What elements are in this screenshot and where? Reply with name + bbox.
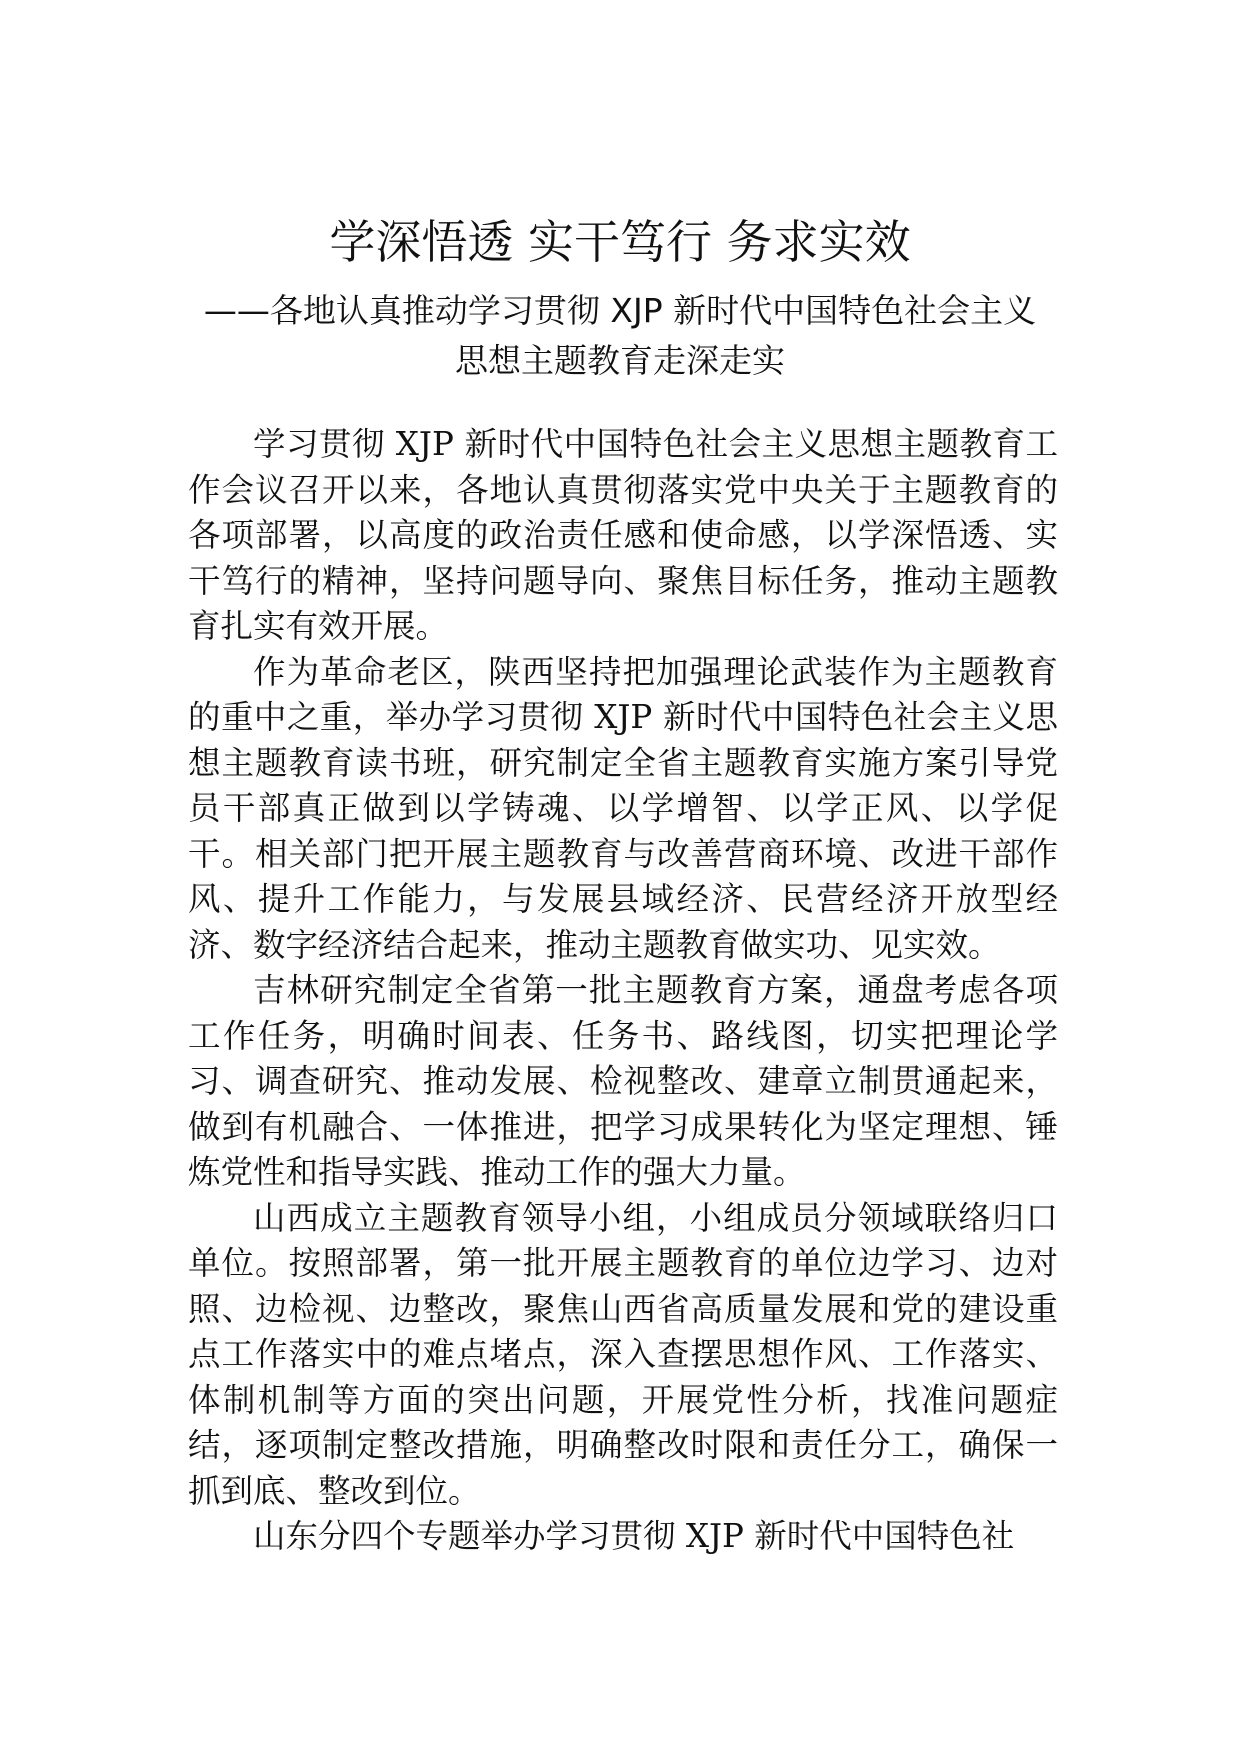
subtitle-line-1: ——各地认真推动学习贯彻 XJP 新时代中国特色社会主义 <box>203 291 1037 330</box>
paragraph: 山西成立主题教育领导小组，小组成员分领域联络归口单位。按照部署，第一批开展主题教育的单位边学习、边对照、边检视、边整改，聚焦山西省高质量发展和党的建设重点工作落实中的难点堵点，深入查摆思想作风、工作落实、体制机制等方面的突出问题，开展党性分析，找准问题症结，逐项制定整改措施，明确整改时限和责任分工，确保一抓到底、整改到位。 <box>188 1198 1058 1510</box>
paragraph: 学习贯彻 XJP 新时代中国特色社会主义思想主题教育工作会议召开以来，各地认真贯彻落实党中央关于主题教育的各项部署，以高度的政治责任感和使命感，以学深悟透、实干笃行的精神，坚持问题导向、聚焦目标任务，推动主题教育扎实有效开展。 <box>188 425 1058 645</box>
document-title: 学深悟透 实干笃行 务求实效 <box>329 215 911 269</box>
paragraph: 山东分四个专题举办学习贯彻 XJP 新时代中国特色社 <box>253 1517 1015 1555</box>
document-body <box>188 422 1058 1560</box>
subtitle-line-2: 思想主题教育走深走实 <box>455 341 785 380</box>
document-subtitle <box>160 286 1080 386</box>
paragraph: 吉林研究制定全省第一批主题教育方案，通盘考虑各项工作任务，明确时间表、任务书、路线图，切实把理论学习、调查研究、推动发展、检视整改、建章立制贯通起来，做到有机融合、一体推进，把学习成果转化为坚定理想、锤炼党性和指导实践、推动工作的强大力量。 <box>188 971 1058 1191</box>
paragraph: 作为革命老区，陕西坚持把加强理论武装作为主题教育的重中之重，举办学习贯彻 XJP 新时代中国特色社会主义思想主题教育读书班，研究制定全省主题教育实施方案引导党员干部真正做到以学铸魂、以学增智、以学正风、以学促干。相关部门把开展主题教育与改善营商环境、改进干部作风、提升工作能力，与发展县域经济、民营经济开放型经济、数字经济结合起来，推动主题教育做实功、见实效。 <box>188 652 1058 964</box>
